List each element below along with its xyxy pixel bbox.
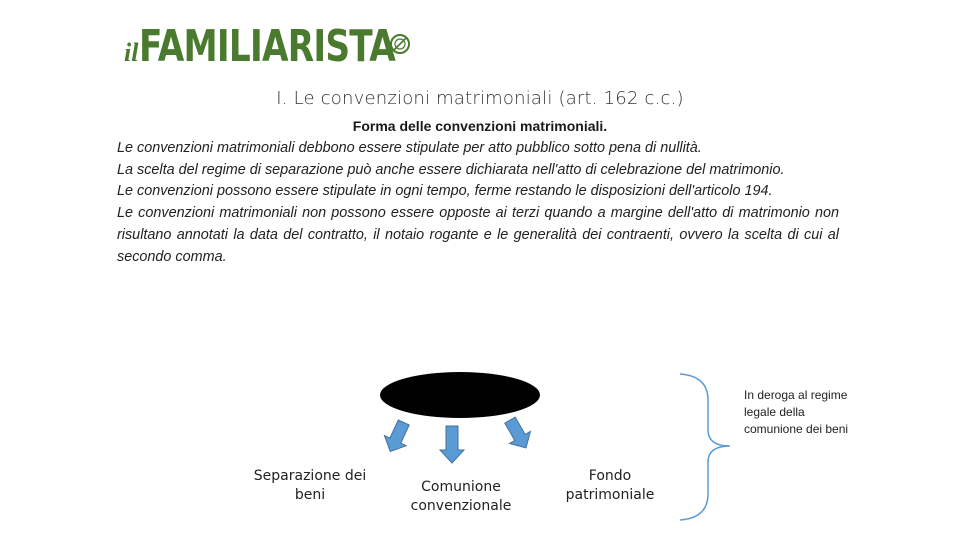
paragraph: La scelta del regime di separazione può anche essere dichiarata nell'atto di celebrazione del matrimonio.	[117, 161, 785, 178]
arrow-down-icon	[440, 426, 464, 463]
deroga-note: In deroga al regime legale della comunione dei beni	[744, 388, 849, 436]
logo-prefix: il	[124, 38, 139, 67]
logo-wordmark: FAMILIARISTA	[139, 20, 396, 72]
arrow-left-icon	[379, 417, 414, 456]
branch-separazione: Separazione dei beni	[253, 468, 367, 503]
branch-fondo: Fondo patrimoniale	[565, 468, 655, 503]
arrow-right-icon	[500, 414, 537, 454]
section-subtitle: Forma delle convenzioni matrimoniali.	[352, 118, 608, 134]
paragraph: Le convenzioni matrimoniali debbono essere stipulate per atto pubblico sotto pena di nullità.	[117, 140, 702, 156]
branch-comunione: Comunione convenzionale	[410, 479, 512, 514]
paragraph: Le convenzioni possono essere stipulate in ogni tempo, ferme restando le disposizioni dell'articolo 194.	[117, 183, 773, 200]
paragraph: Le convenzioni matrimoniali non possono essere opposte ai terzi quando a margine dell'atto di matrimonio non risultano annotati la data del contratto, il notaio rogante e le generalità dei contraenti, ovvero la scelta di cui al secondo comma.	[117, 205, 839, 265]
slide-title: I. Le convenzioni matrimoniali (art. 162 c.c.)	[276, 88, 684, 109]
right-brace-icon	[680, 374, 730, 520]
